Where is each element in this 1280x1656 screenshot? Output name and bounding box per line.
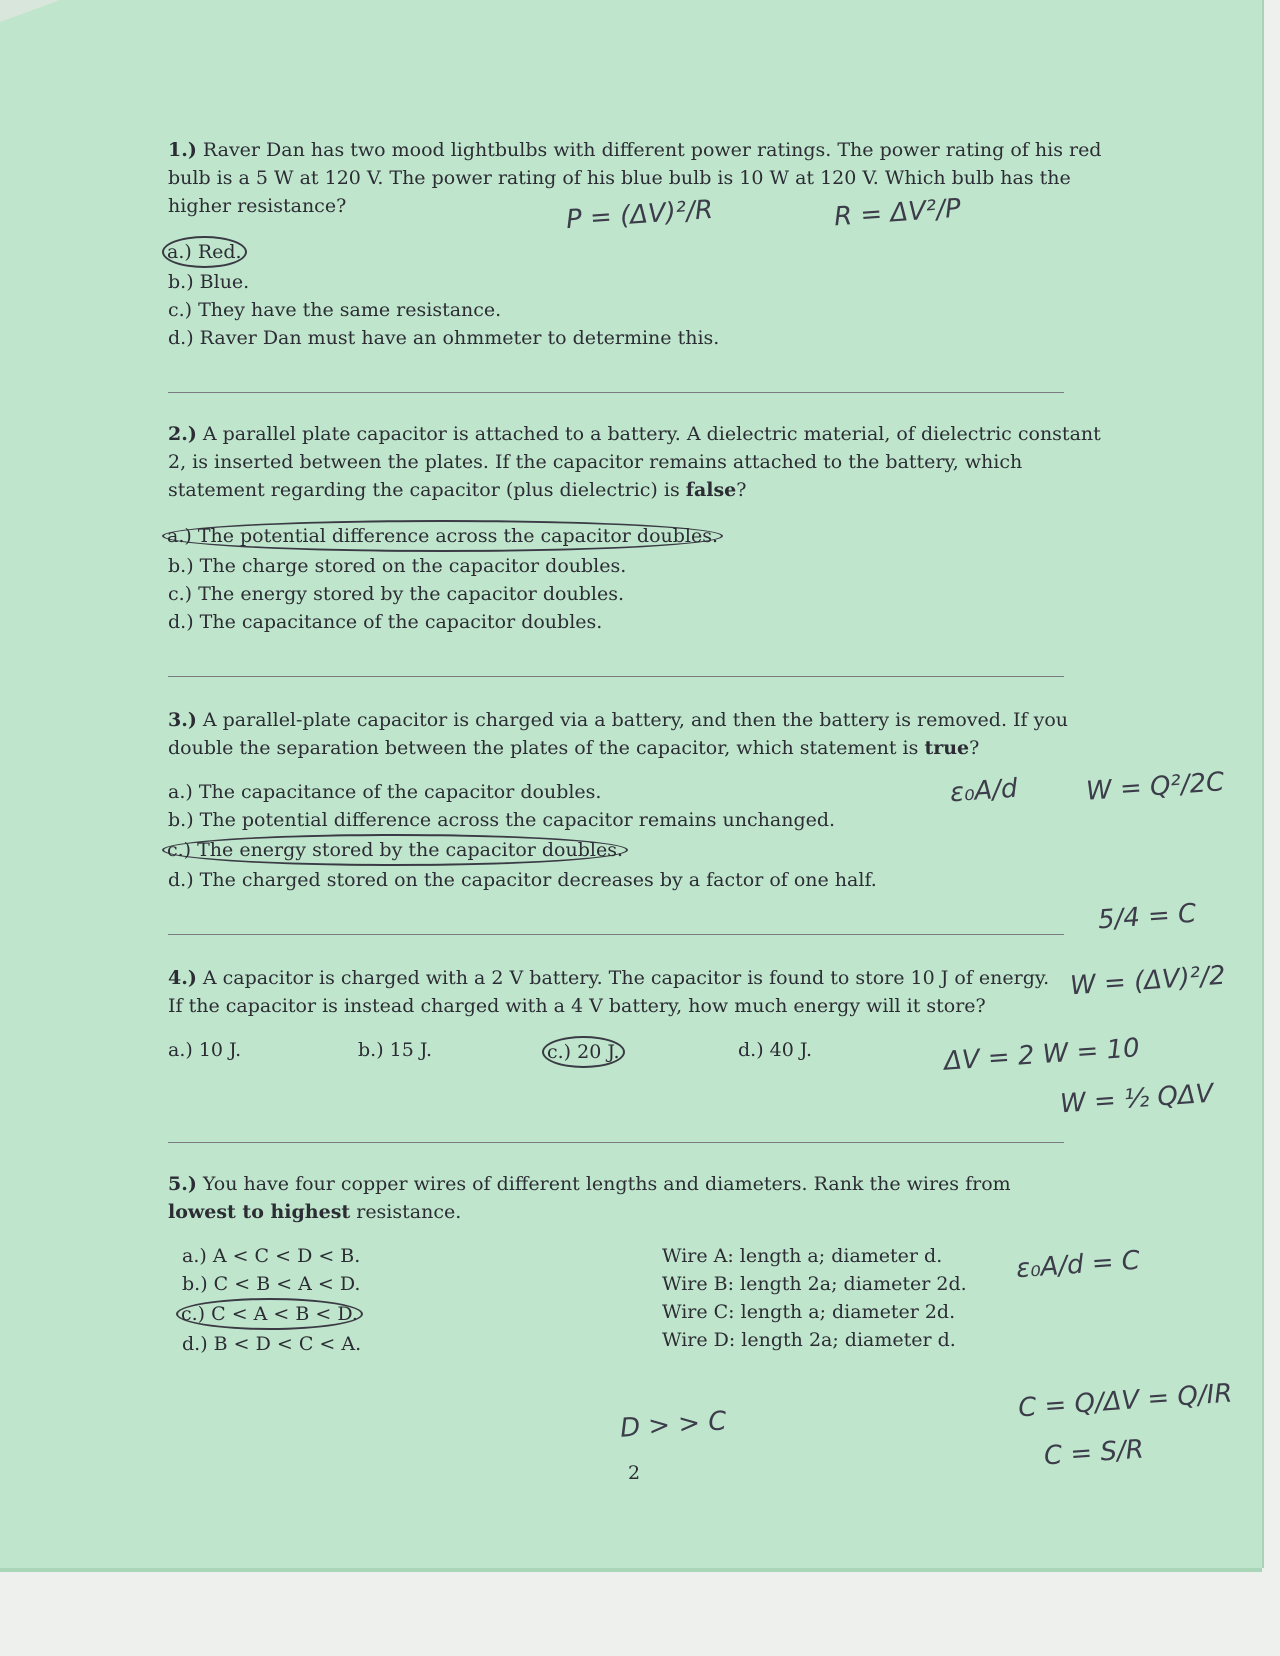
answer-options bbox=[168, 1242, 662, 1358]
wire-b: Wire B: length 2a; diameter 2d. bbox=[662, 1273, 967, 1295]
handwritten-note: C = S/R bbox=[1043, 1434, 1145, 1472]
option-c bbox=[182, 1298, 662, 1330]
question-text-end: resistance. bbox=[356, 1201, 462, 1223]
handwritten-note: 5/4 = C bbox=[1097, 898, 1198, 936]
option-c bbox=[548, 1036, 738, 1068]
option-a bbox=[168, 236, 1108, 268]
wire-d: Wire D: length 2a; diameter d. bbox=[662, 1329, 956, 1351]
handwritten-note: ε₀A/d bbox=[949, 773, 1019, 809]
wire-list bbox=[662, 1242, 1062, 1358]
divider bbox=[168, 934, 1064, 935]
circled-answer: c.) C < A < B < D. bbox=[176, 1298, 363, 1330]
question-text-end: ? bbox=[736, 479, 747, 501]
question-5 bbox=[168, 1170, 1068, 1358]
question-number: 5.) bbox=[168, 1173, 197, 1195]
handwritten-note: ΔV = 2 W = 10 bbox=[943, 1033, 1141, 1077]
folded-corner bbox=[0, 0, 60, 22]
question-text: A parallel-plate capacitor is charged via a battery, and then the battery is removed. If you double the separation between the plates of the capacitor, which statement is bbox=[168, 709, 1069, 759]
option-b: b.) C < B < A < D. bbox=[182, 1273, 361, 1295]
question-number: 1.) bbox=[168, 139, 197, 161]
wire-c: Wire C: length a; diameter 2d. bbox=[662, 1301, 956, 1323]
question-5-stem bbox=[168, 1170, 1068, 1226]
circled-answer: c.) The energy stored by the capacitor doubles. bbox=[162, 834, 628, 866]
question-2-stem bbox=[168, 420, 1108, 504]
option-a: a.) 10 J. bbox=[168, 1039, 242, 1061]
handwritten-note: D > > C bbox=[619, 1406, 728, 1444]
answer-options bbox=[168, 520, 1108, 636]
emphasis-phrase: lowest to highest bbox=[168, 1201, 351, 1223]
question-text: A parallel plate capacitor is attached to a battery. A dielectric material, of dielectric constant 2, is inserted between the plates. If the capacitor remains attached to the battery, which statement regarding the capacitor (plus dielectric) is bbox=[168, 423, 1101, 501]
handwritten-note: C = Q/ΔV = Q/IR bbox=[1017, 1378, 1234, 1424]
question-text: Raver Dan has two mood lightbulbs with different power ratings. The power rating of his red bulb is a 5 W at 120 V. The power rating of his blue bulb is 10 W at 120 V. Which bulb has the higher resistance? bbox=[168, 139, 1102, 217]
divider bbox=[168, 1142, 1064, 1143]
handwritten-note: P = (ΔV)²/R bbox=[565, 194, 714, 236]
handwritten-note: W = Q²/2C bbox=[1085, 767, 1226, 807]
handwritten-note: W = (ΔV)²/2 bbox=[1069, 960, 1227, 1002]
answer-options bbox=[168, 1036, 1068, 1068]
question-3-stem bbox=[168, 706, 1108, 762]
handwritten-note: ε₀A/d = C bbox=[1015, 1245, 1141, 1285]
emphasis-word: true bbox=[924, 737, 970, 759]
option-d: d.) The capacitance of the capacitor doubles. bbox=[168, 611, 603, 633]
option-d: d.) Raver Dan must have an ohmmeter to determine this. bbox=[168, 327, 720, 349]
wire-a: Wire A: length a; diameter d. bbox=[662, 1245, 943, 1267]
option-a bbox=[168, 520, 1108, 552]
question-number: 4.) bbox=[168, 967, 197, 989]
question-1 bbox=[168, 136, 1108, 352]
option-c: c.) The energy stored by the capacitor doubles. bbox=[168, 583, 624, 605]
circled-answer: a.) The potential difference across the capacitor doubles. bbox=[162, 520, 723, 552]
question-text: A capacitor is charged with a 2 V battery. The capacitor is found to store 10 J of energy. If the capacitor is instead charged with a 4 V battery, how much energy will it store? bbox=[168, 967, 1050, 1017]
option-b: b.) Blue. bbox=[168, 271, 250, 293]
divider bbox=[168, 392, 1064, 393]
option-b: b.) The potential difference across the capacitor remains unchanged. bbox=[168, 809, 836, 831]
question-text: You have four copper wires of different lengths and diameters. Rank the wires from bbox=[202, 1173, 1011, 1195]
circled-answer: a.) Red. bbox=[162, 236, 247, 268]
question-5-body bbox=[168, 1242, 1068, 1358]
emphasis-word: false bbox=[685, 479, 737, 501]
answer-options bbox=[168, 236, 1108, 352]
option-b: b.) 15 J. bbox=[358, 1039, 433, 1061]
page-number: 2 bbox=[628, 1462, 641, 1484]
option-d: d.) B < D < C < A. bbox=[182, 1333, 362, 1355]
question-text-end: ? bbox=[969, 737, 980, 759]
question-2 bbox=[168, 420, 1108, 636]
divider bbox=[168, 676, 1064, 677]
option-d: d.) The charged stored on the capacitor decreases by a factor of one half. bbox=[168, 869, 877, 891]
question-4-stem bbox=[168, 964, 1068, 1020]
option-c: c.) They have the same resistance. bbox=[168, 299, 502, 321]
option-a: a.) The capacitance of the capacitor doubles. bbox=[168, 781, 602, 803]
circled-answer: c.) 20 J. bbox=[542, 1036, 625, 1068]
option-a: a.) A < C < D < B. bbox=[182, 1245, 361, 1267]
option-b: b.) The charge stored on the capacitor doubles. bbox=[168, 555, 627, 577]
option-c bbox=[168, 834, 1108, 866]
question-4 bbox=[168, 964, 1068, 1068]
option-d: d.) 40 J. bbox=[738, 1039, 813, 1061]
handwritten-note: W = ½ QΔV bbox=[1059, 1078, 1215, 1120]
question-number: 2.) bbox=[168, 423, 197, 445]
handwritten-note: R = ΔV²/P bbox=[833, 193, 962, 233]
question-number: 3.) bbox=[168, 709, 197, 731]
